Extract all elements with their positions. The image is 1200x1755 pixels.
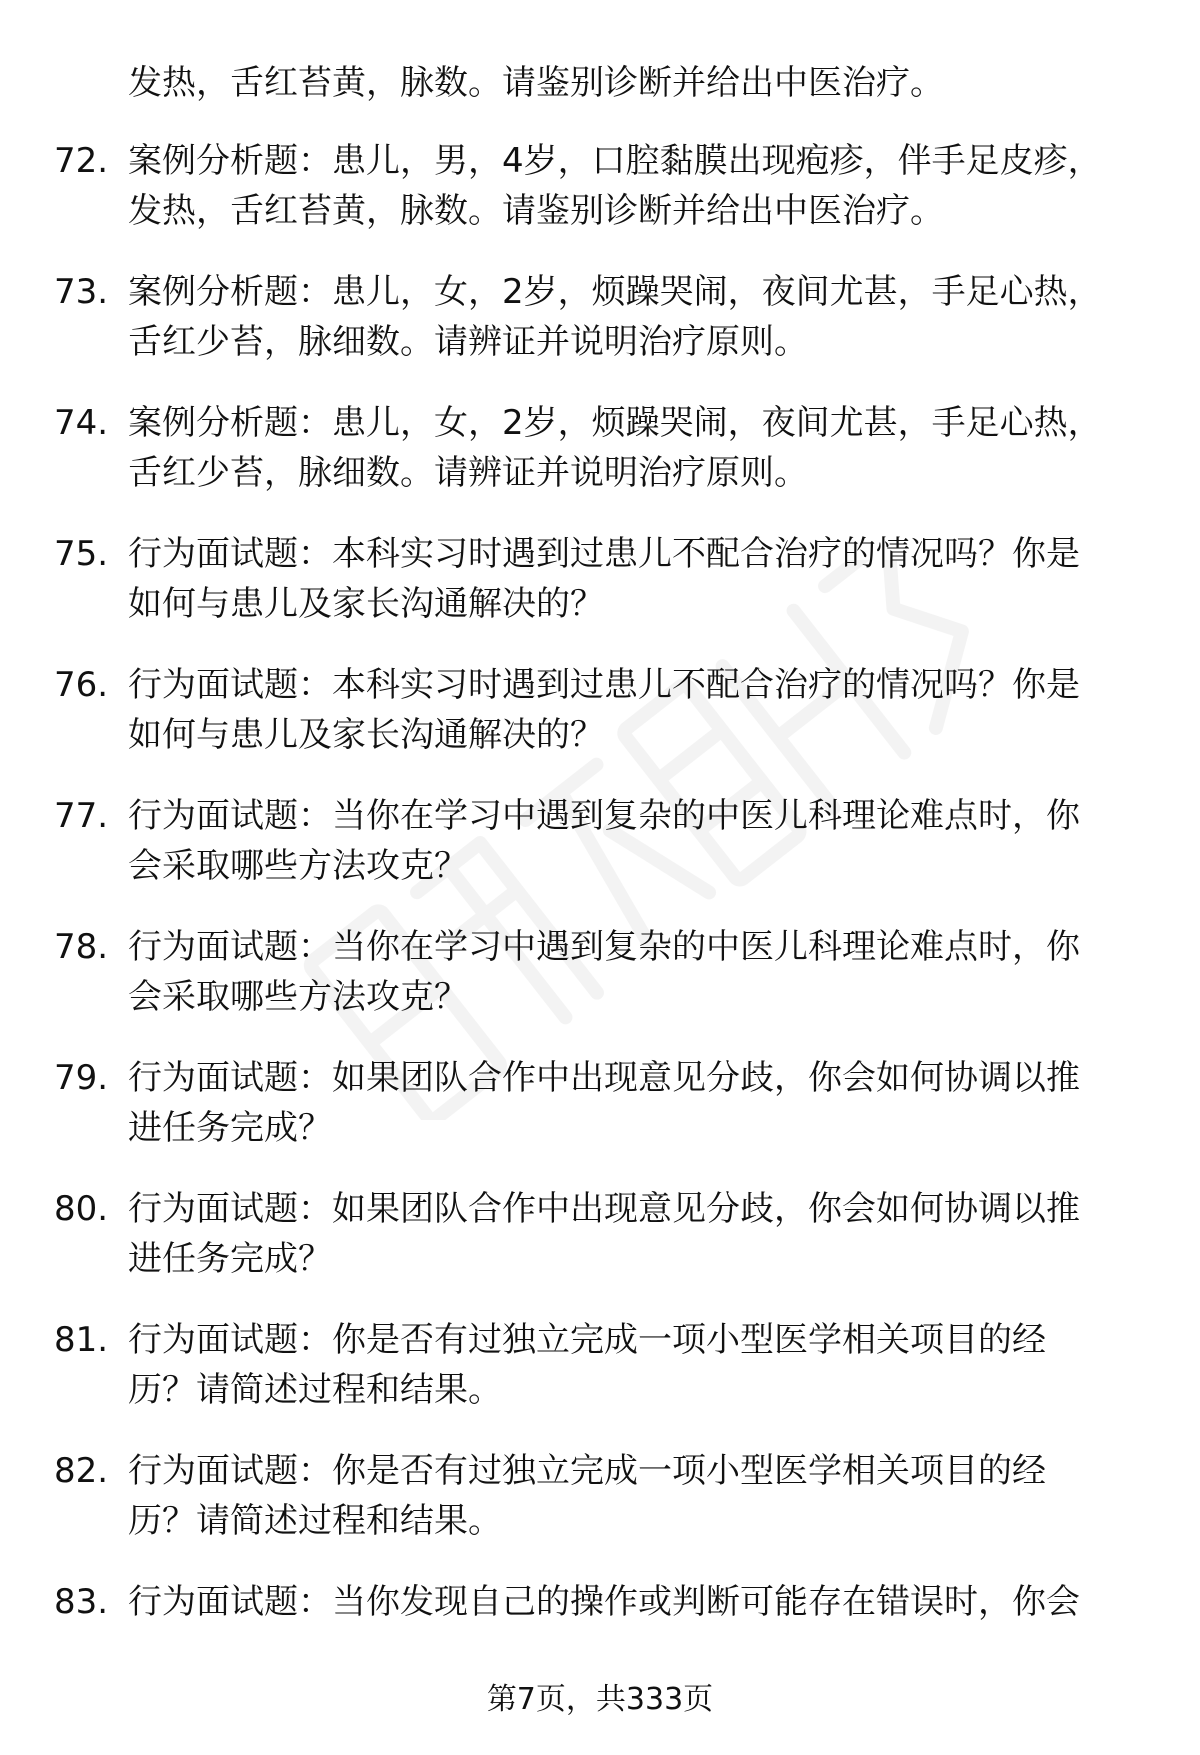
question-text — [128, 267, 1138, 367]
question-item — [0, 1184, 1200, 1315]
question-text-line: 行为面试题：本科实习时遇到过患儿不配合治疗的情况吗？你是 — [128, 534, 1080, 574]
question-text-line: 进任务完成？ — [128, 1239, 332, 1279]
question-text — [128, 1446, 1138, 1546]
question-text-line: 会采取哪些方法攻克？ — [128, 977, 468, 1017]
question-text-line: 案例分析题：患儿，女，2岁，烦躁哭闹，夜间尤甚，手足心热， — [128, 403, 1102, 443]
question-text-line: 历？请简述过程和结果。 — [128, 1501, 502, 1541]
question-number: 80. — [54, 1189, 109, 1229]
question-text-line: 行为面试题：你是否有过独立完成一项小型医学相关项目的经 — [128, 1320, 1046, 1360]
question-item — [0, 1446, 1200, 1577]
question-text-line: 发热，舌红苔黄，脉数。请鉴别诊断并给出中医治疗。 — [128, 191, 944, 231]
question-number: 78. — [54, 927, 109, 967]
question-text-line: 行为面试题：当你发现自己的操作或判断可能存在错误时，你会 — [128, 1582, 1080, 1622]
question-text-line: 会采取哪些方法攻克？ — [128, 846, 468, 886]
question-number: 75. — [54, 534, 109, 574]
question-number: 72. — [54, 141, 109, 181]
question-text-line: 历？请简述过程和结果。 — [128, 1370, 502, 1410]
question-text-line: 如何与患儿及家长沟通解决的？ — [128, 715, 604, 755]
question-text-line: 进任务完成？ — [128, 1108, 332, 1148]
question-item — [0, 791, 1200, 922]
question-text — [128, 136, 1138, 236]
question-text-line: 行为面试题：当你在学习中遇到复杂的中医儿科理论难点时，你 — [128, 927, 1080, 967]
question-text — [128, 1184, 1138, 1284]
question-text-line: 行为面试题：你是否有过独立完成一项小型医学相关项目的经 — [128, 1451, 1046, 1491]
question-number: 76. — [54, 665, 109, 705]
question-text-line: 行为面试题：当你在学习中遇到复杂的中医儿科理论难点时，你 — [128, 796, 1080, 836]
question-text — [128, 791, 1138, 891]
question-text — [128, 660, 1138, 760]
question-list — [0, 136, 1200, 1708]
question-text — [128, 1577, 1138, 1627]
question-text — [128, 398, 1138, 498]
question-item — [0, 398, 1200, 529]
question-text-line: 案例分析题：患儿，女，2岁，烦躁哭闹，夜间尤甚，手足心热， — [128, 272, 1102, 312]
question-number: 74. — [54, 403, 109, 443]
question-text-line: 行为面试题：本科实习时遇到过患儿不配合治疗的情况吗？你是 — [128, 665, 1080, 705]
question-number: 81. — [54, 1320, 109, 1360]
question-item — [0, 529, 1200, 660]
question-item — [0, 267, 1200, 398]
question-text-line: 舌红少苔，脉细数。请辨证并说明治疗原则。 — [128, 453, 808, 493]
question-text-line: 行为面试题：如果团队合作中出现意见分歧，你会如何协调以推 — [128, 1058, 1080, 1098]
question-text — [128, 1315, 1138, 1415]
question-item — [0, 1053, 1200, 1184]
question-number: 73. — [54, 272, 109, 312]
question-text-line: 行为面试题：如果团队合作中出现意见分歧，你会如何协调以推 — [128, 1189, 1080, 1229]
question-number: 79. — [54, 1058, 109, 1098]
question-text-line: 案例分析题：患儿，男，4岁，口腔黏膜出现疱疹，伴手足皮疹， — [128, 141, 1102, 181]
question-text — [128, 529, 1138, 629]
question-text — [128, 922, 1138, 1022]
question-text — [128, 1053, 1138, 1153]
continuation-text: 发热，舌红苔黄，脉数。请鉴别诊断并给出中医治疗。 — [128, 63, 944, 103]
question-item — [0, 922, 1200, 1053]
question-text-line: 如何与患儿及家长沟通解决的？ — [128, 584, 604, 624]
question-text-line: 舌红少苔，脉细数。请辨证并说明治疗原则。 — [128, 322, 808, 362]
question-number: 82. — [54, 1451, 109, 1491]
question-item — [0, 136, 1200, 267]
question-number: 83. — [54, 1582, 109, 1622]
page-footer: 第7页，共333页 — [486, 1682, 714, 1717]
question-item — [0, 1315, 1200, 1446]
question-number: 77. — [54, 796, 109, 836]
question-item — [0, 660, 1200, 791]
